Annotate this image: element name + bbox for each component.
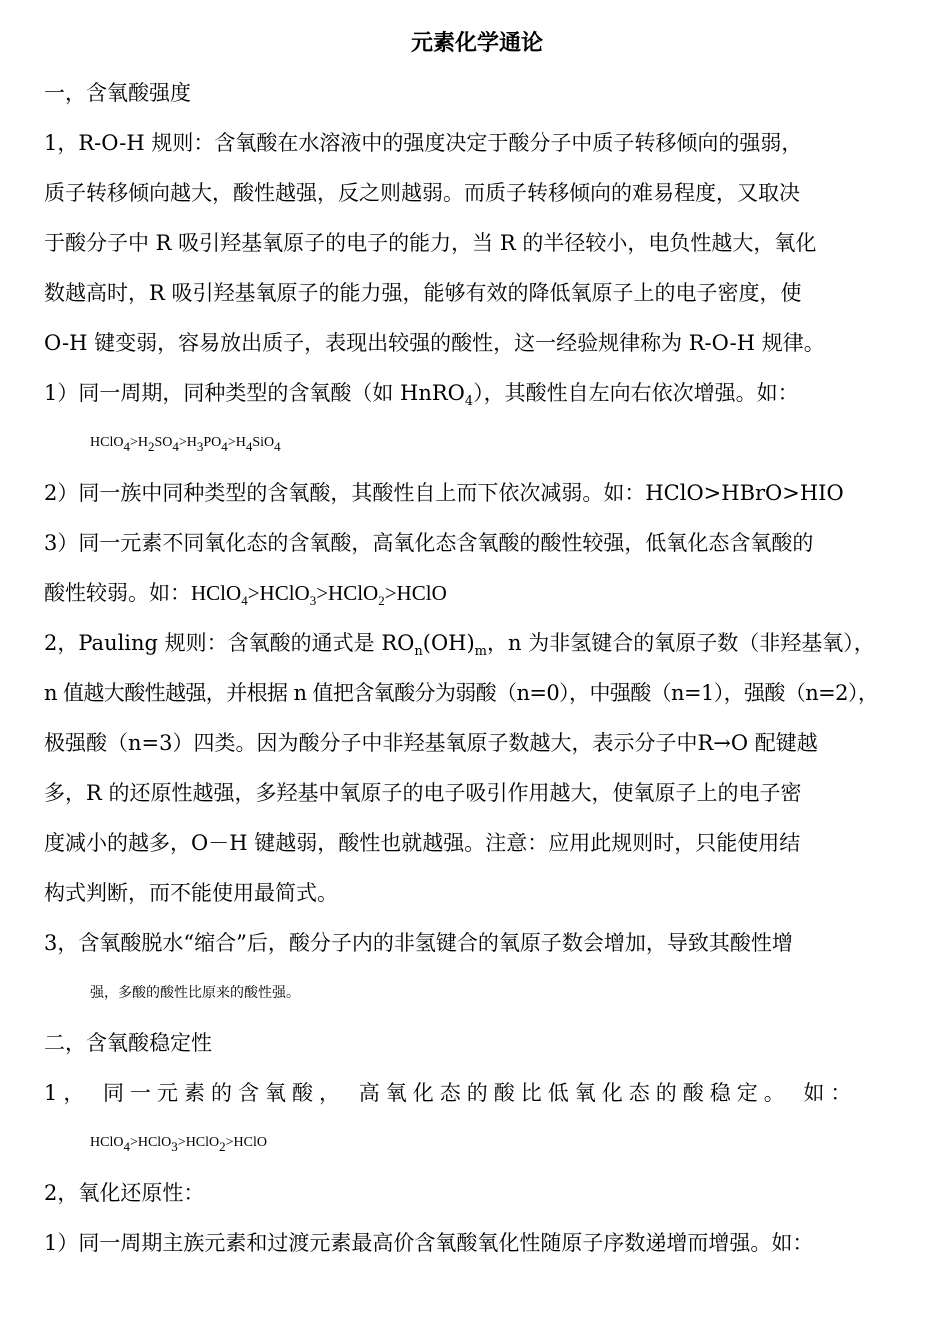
redox-rule-line: 1）同一周期主族元素和过渡元素最高价含氧酸氧化性随原子序数递增而增强。如： <box>44 1231 814 1255</box>
formula-part: >HClO <box>177 1135 220 1150</box>
subscript: 4 <box>241 593 248 608</box>
rule-group-trend: 2）同一族中同种类型的含氧酸，其酸性自上而下依次减弱。如：HClO>HBrO>HIO <box>44 481 844 505</box>
paragraph-line: 数越高时，R 吸引羟基氧原子的能力强，能够有效的降低氧原子上的电子密度，使 <box>44 281 802 305</box>
section-heading-redox: 2，氧化还原性： <box>44 1181 205 1205</box>
subscript: 2 <box>219 1139 226 1154</box>
paragraph-line: 强，多酸的酸性比原来的酸性强。 <box>90 985 300 1001</box>
formula-part: HClO <box>90 435 124 450</box>
rule-text: 酸性较弱。如： <box>44 581 191 605</box>
formula-part: >HClO <box>129 1135 172 1150</box>
formula-part: >HClO <box>247 581 310 605</box>
subscript: 4 <box>123 1139 130 1154</box>
rule-text: 1）同一周期，同种类型的含氧酸（如 HnRO <box>44 381 465 405</box>
formula-part: (OH) <box>422 631 475 655</box>
subscript: 2 <box>378 593 385 608</box>
subscript: 4 <box>245 439 253 454</box>
subscript: 2 <box>147 439 155 454</box>
rule-text: 2，Pauling 规则：含氧酸的通式是 RO <box>44 631 415 655</box>
subscript: 3 <box>196 439 204 454</box>
rule-text: ，n 为非氢键合的氧原子数（非羟基氧）， <box>487 631 875 655</box>
rule-period-trend <box>44 368 910 418</box>
formula-part: >HClO <box>316 581 379 605</box>
subscript: m <box>474 644 487 659</box>
formula-part: SO <box>154 435 173 450</box>
paragraph-line: 1，R-O-H 规则：含氧酸在水溶液中的强度决定于酸分子中质子转移倾向的强弱， <box>44 131 803 155</box>
formula-part: >H <box>227 435 246 450</box>
condensation-rule-line: 3，含氧酸脱水“缩合”后，酸分子内的非氢键合的氧原子数会增加，导致其酸性增 <box>44 931 793 955</box>
paragraph-line: 极强酸（n=3）四类。因为酸分子中非羟基氧原子数越大，表示分子中R→O 配键越 <box>44 731 818 755</box>
section-heading-acid-strength: 一，含氧酸强度 <box>44 81 191 105</box>
subscript: 4 <box>123 439 130 454</box>
formula-period-series <box>44 418 910 468</box>
subscript: 4 <box>172 439 179 454</box>
rule-text: ），其酸性自左向右依次增强。如： <box>473 381 799 405</box>
paragraph-line: 质子转移倾向越大，酸性越强，反之则越弱。而质子转移倾向的难易程度，又取决 <box>44 181 800 205</box>
formula-part: >HClO <box>225 1135 267 1150</box>
formula-chlorine-oxoacids <box>191 581 447 608</box>
formula-part: >H <box>178 435 197 450</box>
formula-part: >H <box>129 435 148 450</box>
subscript: 3 <box>171 1139 178 1154</box>
subscript: n <box>414 644 423 659</box>
formula-part: SiO <box>252 435 275 450</box>
formula-part: PO <box>203 435 222 450</box>
document-title: 元素化学通论 <box>410 30 543 56</box>
paragraph-line: 多，R 的还原性越强，多羟基中氧原子的电子吸引作用越大，使氧原子上的电子密 <box>44 781 802 805</box>
rule-oxidation-state: 3）同一元素不同氧化态的含氧酸，高氧化态含氧酸的酸性较强，低氧化态含氧酸的 <box>44 531 814 555</box>
subscript: 4 <box>221 439 228 454</box>
formula-stability-series <box>44 1118 910 1168</box>
rule-oxidation-state-example <box>44 568 910 618</box>
formula-part: HClO <box>191 581 242 605</box>
subscript: 4 <box>464 394 474 409</box>
subscript: 4 <box>274 439 281 454</box>
paragraph-line: n 值越大酸性越强，并根据 n 值把含氧酸分为弱酸（n=0），中强酸（n=1），强酸（n=2）， <box>44 681 879 705</box>
stability-rule-line: 1， 同一元素的含氧酸， 高氧化态的酸比低氧化态的酸稳定。 如： <box>44 1081 858 1105</box>
formula-part: >HClO <box>384 581 447 605</box>
section-heading-stability: 二，含氧酸稳定性 <box>44 1031 212 1055</box>
formula-part: HClO <box>90 1135 124 1150</box>
paragraph-line: O-H 键变弱，容易放出质子，表现出较强的酸性，这一经验规律称为 R-O-H 规律。 <box>44 331 825 355</box>
pauling-rule-line <box>44 618 910 668</box>
subscript: 3 <box>309 593 317 608</box>
paragraph-line: 构式判断，而不能使用最简式。 <box>44 881 338 905</box>
paragraph-line: 于酸分子中 R 吸引羟基氧原子的电子的能力，当 R 的半径较小，电负性越大，氧化 <box>44 231 817 255</box>
paragraph-line: 度减小的越多，O－H 键越弱，酸性也就越强。注意：应用此规则时，只能使用结 <box>44 831 801 855</box>
